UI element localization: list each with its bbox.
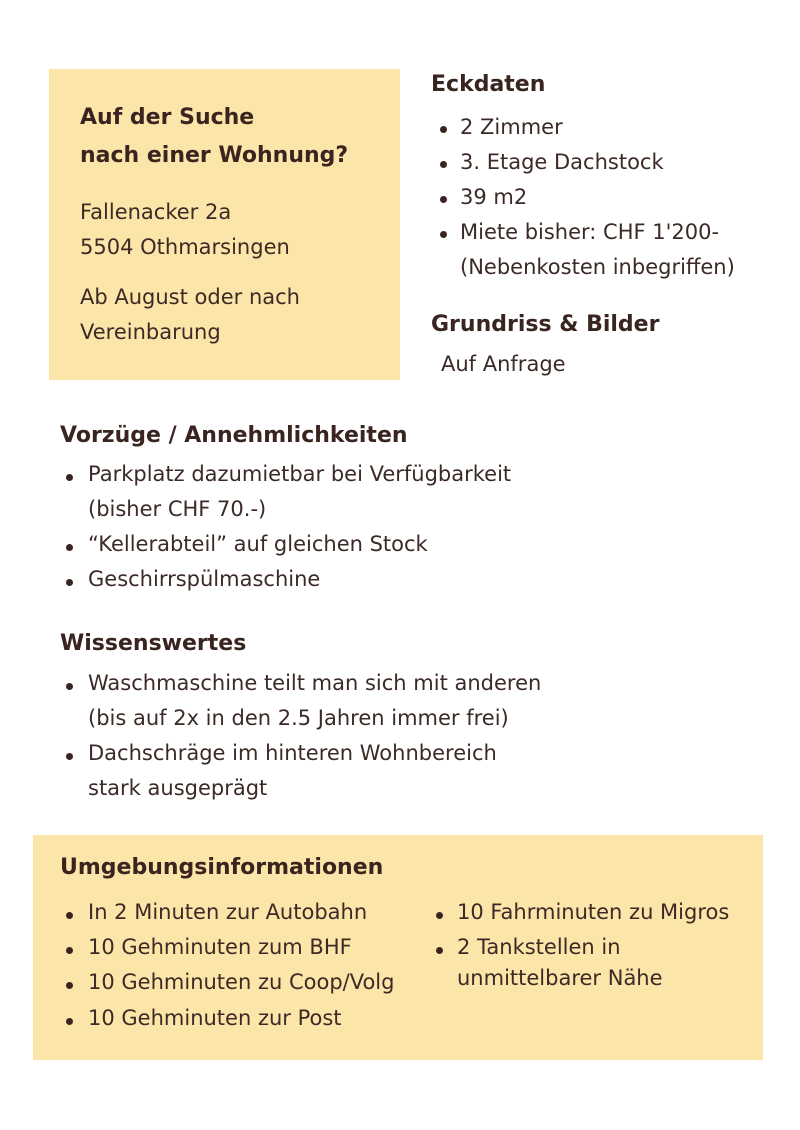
address-city: 5504 Othmarsingen [80,235,290,259]
bullet-icon [66,912,73,919]
bullet-icon [436,912,443,919]
umgebung-heading: Umgebungsinformationen [60,855,384,880]
vorzuege-heading: Vorzüge / Annehmlichkeiten [60,423,408,448]
bullet-icon [66,753,73,760]
umgebung-item-continuation: unmittelbarer Nähe [457,966,663,990]
bullet-icon [66,982,73,989]
umgebung-item: In 2 Minuten zur Autobahn [88,900,368,924]
eckdaten-item: 2 Zimmer [460,115,563,139]
grundriss-text: Auf Anfrage [441,352,566,376]
bullet-icon [66,947,73,954]
intro-title-line1: Auf der Suche [80,105,255,130]
vorzuege-item-continuation: (bisher CHF 70.-) [88,497,267,521]
vorzuege-item: Parkplatz dazumietbar bei Verfügbarkeit [88,462,512,486]
umgebung-item: 10 Gehminuten zur Post [88,1006,342,1030]
umgebung-item: 10 Fahrminuten zu Migros [457,900,730,924]
eckdaten-heading: Eckdaten [431,72,546,97]
bullet-icon [436,947,443,954]
wissenswertes-item-continuation: (bis auf 2x in den 2.5 Jahren immer frei) [88,706,509,730]
bullet-icon [440,231,447,238]
wissenswertes-heading: Wissenswertes [60,631,247,656]
availability-line2: Vereinbarung [80,320,221,344]
bullet-icon [440,161,447,168]
bullet-icon [66,683,73,690]
eckdaten-item: Miete bisher: CHF 1'200- [460,220,720,244]
availability-line1: Ab August oder nach [80,285,300,309]
bullet-icon [440,126,447,133]
intro-title-line2: nach einer Wohnung? [80,143,349,168]
bullet-icon [66,544,73,551]
grundriss-heading: Grundriss & Bilder [431,312,660,337]
bullet-icon [66,474,73,481]
eckdaten-item: 3. Etage Dachstock [460,150,664,174]
vorzuege-item: “Kellerabteil” auf gleichen Stock [88,532,428,556]
umgebung-item: 10 Gehminuten zum BHF [88,935,352,959]
wissenswertes-item: Dachschräge im hinteren Wohnbereich [88,741,497,765]
umgebung-item: 10 Gehminuten zu Coop/Volg [88,970,395,994]
rent-note: (Nebenkosten inbegriffen) [460,255,735,279]
eckdaten-item: 39 m2 [460,185,528,209]
bullet-icon [66,1018,73,1025]
address-street: Fallenacker 2a [80,200,232,224]
vorzuege-item: Geschirrspülmaschine [88,567,321,591]
bullet-icon [66,579,73,586]
wissenswertes-item: Waschmaschine teilt man sich mit anderen [88,671,542,695]
bullet-icon [440,196,447,203]
umgebung-item: 2 Tankstellen in [457,935,621,959]
wissenswertes-item-continuation: stark ausgeprägt [88,776,268,800]
